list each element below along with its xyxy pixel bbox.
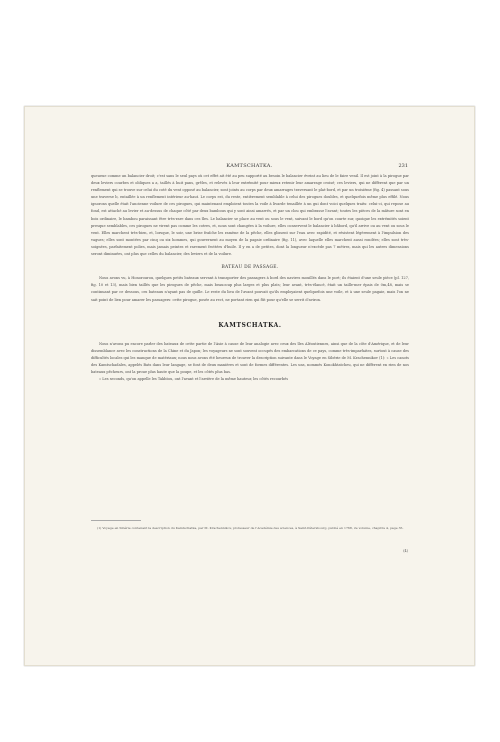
document-page [24,106,475,666]
running-head [25,163,474,173]
paragraph: « Les seconds, qu'on appelle les Takhtou, ont l'avant et l'arrière de la même hauteur, les côtés recourbés [99,377,289,382]
section-heading: BATEAU DE PASSAGE. [221,265,279,271]
paragraph: Nous n'avons pu encore parler des bateaux de cette partie de l'Asie à cause de leur analogie avec ceux des îles Aléoutiennes, ainsi que de la côte d'Amérique, et de leur dissemblance avec les constructions de la Chine et du Japon; les voyageurs ne sont souvent occupés des embarcations de ce pays, comme très-imparfaites, surtout à cause des difficultés locales qui les manque de matériaux; nous nous avons été heureux de trouver la description suivante dans le Voyage en Sibérie de M. Krachennikov (1): « Les canots des Kamtschadales, appelés Bats dans leur langage, se font de deux manières et sont de formes différentes. Les uns, nommés Konokhtatcheu, qui ne diffèrent en rien de nos bateaux pêcheurs, ont la proue plus haute que la poupe, et les côtés plus bas. [91,341,409,375]
footnote: (1) Voyage en Sibérie contenant la description du Kamtschatka, par M. Krachennikov, professeur de l'Académie des sciences, à Saint-Pétersbourg, publié en 1768, 2e volume, chapitre 4, page 35. [97,526,404,530]
running-title: KAMTSCHATKA. [226,163,273,169]
paragraph: queueue comme un balancier droit; c'est sans le seul pays où cet effet ait été au peu supporté au besoin le balancier éveint au lieu de le faire venil. Il est joint à la pirogue par deux leviers courbes et obliques a a, taillés à huit pans, grêles, et relevés à leur extrémité pour mieux retenir leur amarrage croisé; ces leviers, qui ne diffèrent que par un renflement qui se trouve sur celui du coté du vent opposé au balancier, sont joints au corps par deux amarrages traversant le plat-bord, et par un troisième (fig. 4) passant sous une traverse b, entaillée à un renflement intérieur au-haut. Le corps est, du reste, entièrement semblable à celui des pirogues doubles, et quelquefois même plus effilé. Nous ignorons quelle était l'ancienne voilure de ces pirogues, qui maintenant emploient toutes la voile à livarde tenaillée à un gui dont voici quelques traits: celui-ci, qui repose au fond, est attaché au levier et au-dessus de chaque côté par deux bambous qui y sont ainsi amarrés, et par un clou qui embrasse l'avant; toutes les pièces de la mâture sont en bois ordinaire, le bambou paraissant être très-rare dans ces îles. Le balancier se place au vent ou sous le vent, suivant le bord qu'on courte sur, quoique les extrémités soient presque semblables, ces pirogues ne virent pas comme les cotres, et, nous sont changées à la voilure, elles conservent le balancier à bâbord, qu'il arrive ou au vent ou sous le vent. Elles marchent très-bien, et, lorsque, le soir, une brise fraîche les ramène de la pêche, elles glissent sur l'eau avec rapidité, et résistent légèrement à l'impulsion des vagues; elles sont montées par cinq ou six hommes, qui gouvernent au moyen de la pagaie ordinaire (fig. 11), avec laquelle elles marchent aussi rondées; elles sont très-soignées, parfaitement polies, mais jamais peintes et rarement frottées d'huile. Il y en a de petites, dont la longueur n'excède pas 7 mètres, mais qui les autres dimensions seront diminuées, ont plus que celles du balancier, des leviers et de la voilure. [91,174,409,257]
page-number: 231 [398,163,408,169]
chapter-heading: KAMTSCHATKA. [218,321,282,329]
signature-mark: (4) [403,549,408,553]
body-text [91,173,409,383]
paragraph: Nous avons vu, à Honorourou, quelques petits bateaux servant à transporter des passagers à bord des navires mouillés dans le port; ils étaient d'une seule pièce (pl. 127, fig. 10 et 13), mais bien taillés que les pirogues de pêche, mais beaucoup plus larges et plus plats; leur avant, très-élancé, était un taille-mer épais de 0m,48, mais se continuant par ce dessous, ces bateaux n'ayant pas de quille. Le reste du lieu de l'avant pouvait qu'ils employaient quelquefois une voile, et à une seule pagaie, mais l'on ne sait point de lien pour amarer les passagers: cette pirogue, posée au rect, ne portant rien qui fût pour qu'elle se serrit d'aviron. [91,276,409,302]
footnote-rule [91,520,141,521]
